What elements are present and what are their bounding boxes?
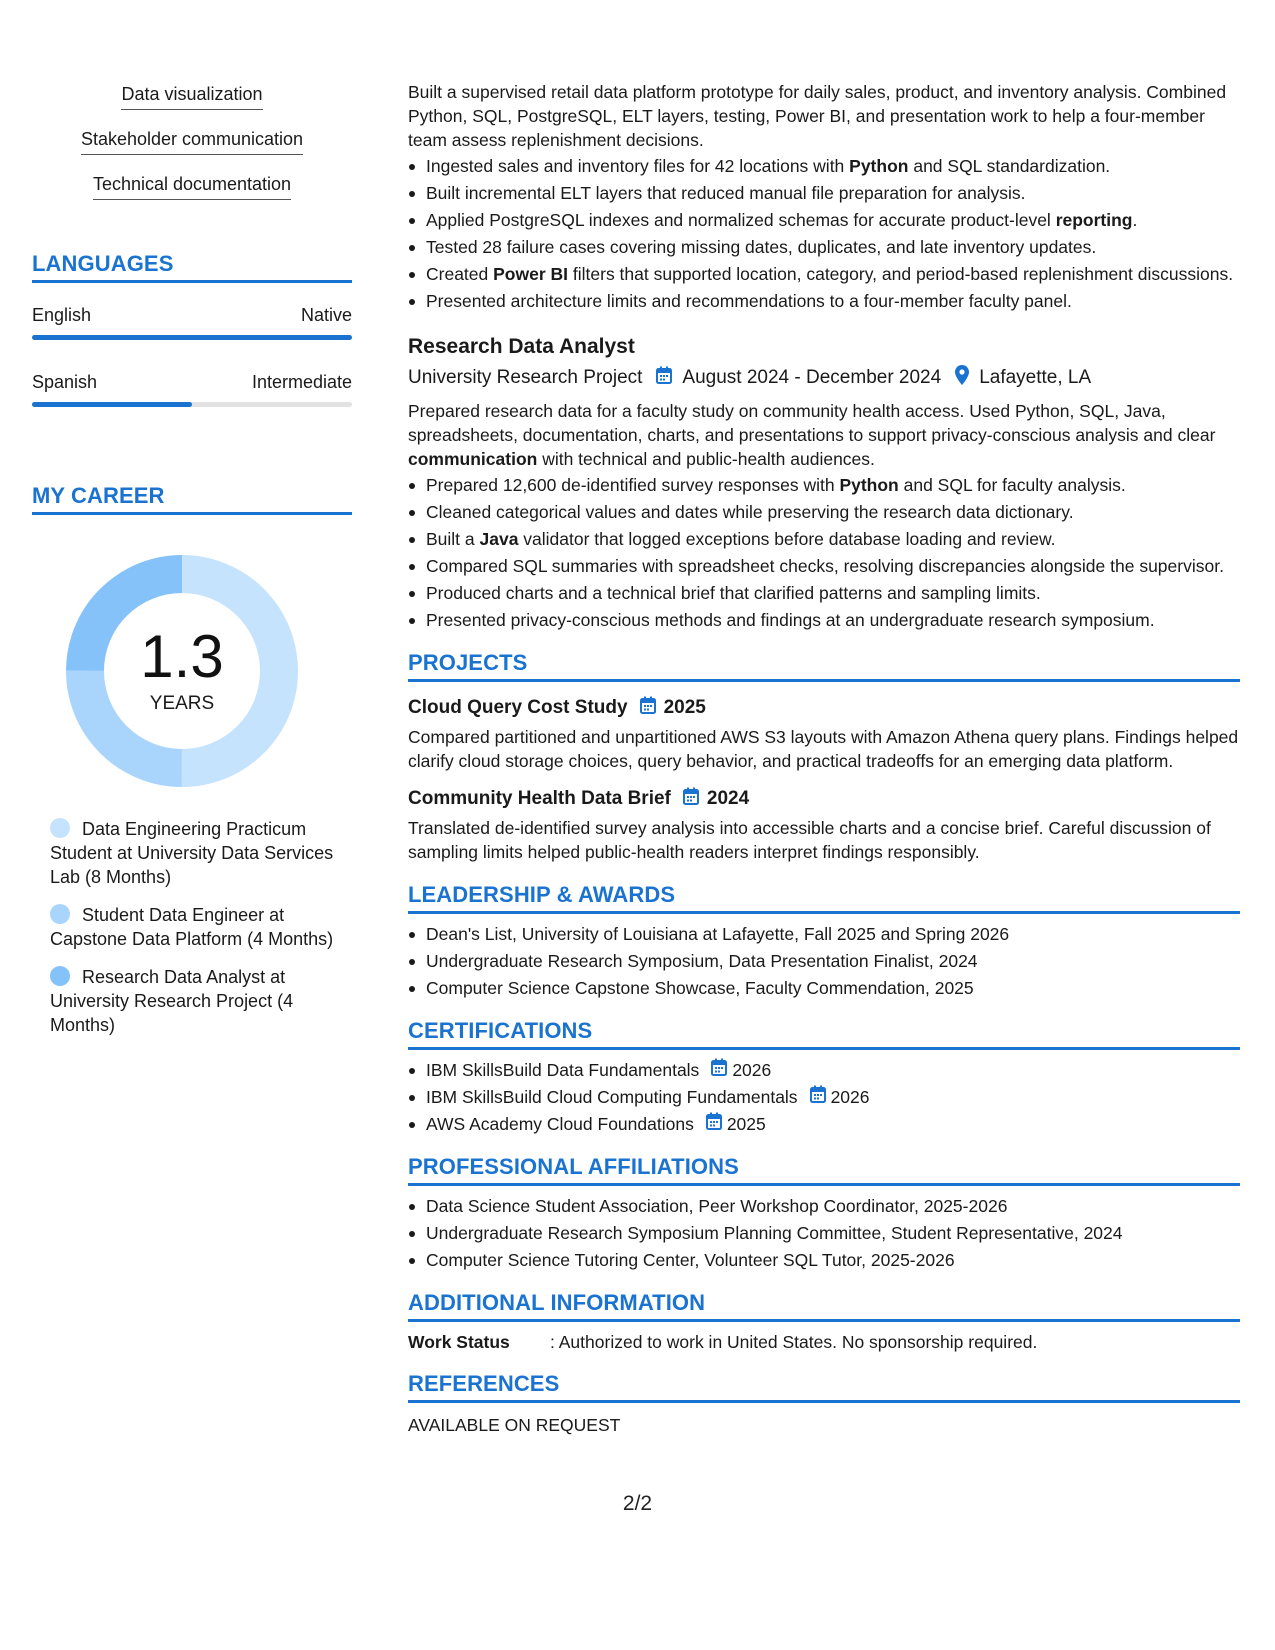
language-bar (32, 335, 352, 340)
list-item: Dean's List, University of Louisiana at Lafayette, Fall 2025 and Spring 2026 (408, 922, 1240, 946)
language-bar (32, 402, 352, 407)
certification-year: 2025 (726, 1114, 766, 1134)
certification-year: 2026 (732, 1060, 772, 1080)
career-legend (50, 817, 340, 1037)
role-bullets (408, 473, 1240, 632)
legend-item (50, 817, 340, 889)
references-section (408, 1371, 1240, 1436)
leadership-list (408, 922, 1240, 1000)
certifications-title: CERTIFICATIONS (408, 1018, 1240, 1050)
certification-year: 2026 (830, 1087, 870, 1107)
bullet-item: Presented privacy-conscious methods and findings at an undergraduate research symposium. (408, 608, 1240, 632)
calendar-icon (656, 366, 672, 390)
bullet-item: Built incremental ELT layers that reduced manual file preparation for analysis. (408, 181, 1240, 205)
leadership-title: LEADERSHIP & AWARDS (408, 882, 1240, 914)
languages-title: LANGUAGES (32, 251, 352, 283)
projects-section (408, 650, 1240, 864)
calendar-icon (810, 1085, 826, 1109)
leadership-section (408, 882, 1240, 1000)
project-item (408, 696, 1240, 773)
role-dates: August 2024 - December 2024 (682, 367, 942, 388)
project-name: Community Health Data Brief (408, 788, 671, 809)
list-item: Computer Science Capstone Showcase, Faculty Commendation, 2025 (408, 976, 1240, 1000)
role-location: Lafayette, LA (979, 367, 1092, 388)
certifications-list (408, 1058, 1240, 1136)
project-name: Cloud Query Cost Study (408, 697, 628, 718)
language-bar-fill (32, 402, 192, 407)
role-description: Prepared research data for a faculty study on community health access. Used Python, SQL, Java, spreadsheets, documentation, charts, and presentations to support privacy-conscious analysis and clear communication with technical and public-health audiences. (408, 401, 1216, 469)
skill-tag: Data visualization (121, 84, 262, 110)
career-donut (66, 555, 298, 787)
language-level: Native (300, 305, 352, 325)
certification-name: IBM SkillsBuild Cloud Computing Fundamentals (426, 1087, 798, 1107)
project-year: 2025 (663, 697, 706, 718)
certifications-section (408, 1018, 1240, 1136)
role-title: Research Data Analyst (408, 335, 635, 358)
project-title-row (408, 696, 1240, 720)
legend-dot-icon (50, 904, 70, 924)
certification-item (408, 1112, 1240, 1136)
calendar-icon (706, 1112, 722, 1136)
location-pin-icon (955, 365, 969, 391)
main-content (408, 80, 1240, 1436)
role-organization: University Research Project (408, 367, 643, 388)
list-item: Undergraduate Research Symposium, Data Presentation Finalist, 2024 (408, 949, 1240, 973)
project-title-row (408, 787, 1240, 811)
bullet-item: Ingested sales and inventory files for 42 locations with Python and SQL standardization. (408, 154, 1240, 178)
bullet-item: Produced charts and a technical brief that clarified patterns and sampling limits. (408, 581, 1240, 605)
calendar-icon (683, 787, 699, 811)
career-section (32, 483, 352, 1037)
legend-item (50, 903, 340, 951)
bullet-item: Prepared 12,600 de-identified survey responses with Python and SQL for faculty analysis. (408, 473, 1240, 497)
career-total: 1.3 (140, 623, 224, 690)
list-item: Computer Science Tutoring Center, Volunteer SQL Tutor, 2025-2026 (408, 1248, 1240, 1272)
additional-section (408, 1290, 1240, 1353)
bullet-item: Built a Java validator that logged exceptions before database loading and review. (408, 527, 1240, 551)
bullet-item: Created Power BI filters that supported location, category, and period-based replenishment discussions. (408, 262, 1240, 286)
language-name: Spanish (32, 372, 98, 392)
career-unit: YEARS (149, 693, 215, 714)
language-level: Intermediate (251, 372, 352, 392)
legend-item (50, 965, 340, 1037)
references-text: AVAILABLE ON REQUEST (408, 1415, 621, 1435)
languages-section (32, 251, 352, 407)
project-description: Translated de-identified survey analysis into accessible charts and a concise brief. Careful discussion of sampling limits helped public-health readers interpret findings responsibly. (408, 818, 1211, 862)
work-status-value: : Authorized to work in United States. No sponsorship required. (550, 1332, 1038, 1352)
bullet-item: Applied PostgreSQL indexes and normalized schemas for accurate product-level reporting. (408, 208, 1240, 232)
role-meta (408, 365, 1240, 391)
projects-title: PROJECTS (408, 650, 1240, 682)
bullet-item: Cleaned categorical values and dates while preserving the research data dictionary. (408, 500, 1240, 524)
page-number: 2/2 (622, 1492, 653, 1515)
affiliations-title: PROFESSIONAL AFFILIATIONS (408, 1154, 1240, 1186)
language-bar-fill (32, 335, 352, 340)
certification-name: AWS Academy Cloud Foundations (426, 1114, 694, 1134)
projects-list (408, 696, 1240, 864)
bullet-item: Tested 28 failure cases covering missing dates, duplicates, and late inventory updates. (408, 235, 1240, 259)
language-row (32, 372, 352, 393)
references-title: REFERENCES (408, 1371, 1240, 1403)
calendar-icon (640, 696, 656, 720)
language-row (32, 305, 352, 326)
additional-title: ADDITIONAL INFORMATION (408, 1290, 1240, 1322)
legend-label: Data Engineering Practicum Student at University Data Services Lab (8 Months) (50, 819, 334, 887)
work-status-key: Work Status (408, 1332, 510, 1352)
calendar-icon (711, 1058, 727, 1082)
skill-list (32, 84, 352, 219)
affiliations-section (408, 1154, 1240, 1272)
certification-item (408, 1085, 1240, 1109)
role-description: Built a supervised retail data platform prototype for daily sales, product, and inventory analysis. Combined Python, SQL, PostgreSQL, ELT layers, testing, Power BI, and presentation work to help a four-member team assess replenishment decisions. (408, 82, 1227, 150)
project-year: 2024 (706, 788, 750, 809)
career-title: MY CAREER (32, 483, 352, 515)
bullet-item: Presented architecture limits and recommendations to a four-member faculty panel. (408, 289, 1240, 313)
legend-label: Research Data Analyst at University Research Project (4 Months) (50, 967, 294, 1035)
skill-tag: Stakeholder communication (81, 129, 303, 155)
certification-item (408, 1058, 1240, 1082)
language-name: English (32, 305, 92, 325)
skill-tag: Technical documentation (93, 174, 291, 200)
list-item: Undergraduate Research Symposium Planning Committee, Student Representative, 2024 (408, 1221, 1240, 1245)
sidebar (32, 84, 352, 1051)
legend-label: Student Data Engineer at Capstone Data Platform (4 Months) (50, 905, 334, 949)
affiliations-list (408, 1194, 1240, 1272)
project-item (408, 787, 1240, 864)
work-status-row (408, 1332, 1240, 1353)
legend-dot-icon (50, 818, 70, 838)
role-bullets (408, 154, 1240, 313)
list-item: Data Science Student Association, Peer Workshop Coordinator, 2025-2026 (408, 1194, 1240, 1218)
legend-dot-icon (50, 966, 70, 986)
project-description: Compared partitioned and unpartitioned AWS S3 layouts with Amazon Athena query plans. Findings helped clarify cloud storage choices, query behavior, and practical tradeoffs for an emerging data platform. (408, 727, 1239, 771)
bullet-item: Compared SQL summaries with spreadsheet checks, resolving discrepancies alongside the supervisor. (408, 554, 1240, 578)
certification-name: IBM SkillsBuild Data Fundamentals (426, 1060, 700, 1080)
